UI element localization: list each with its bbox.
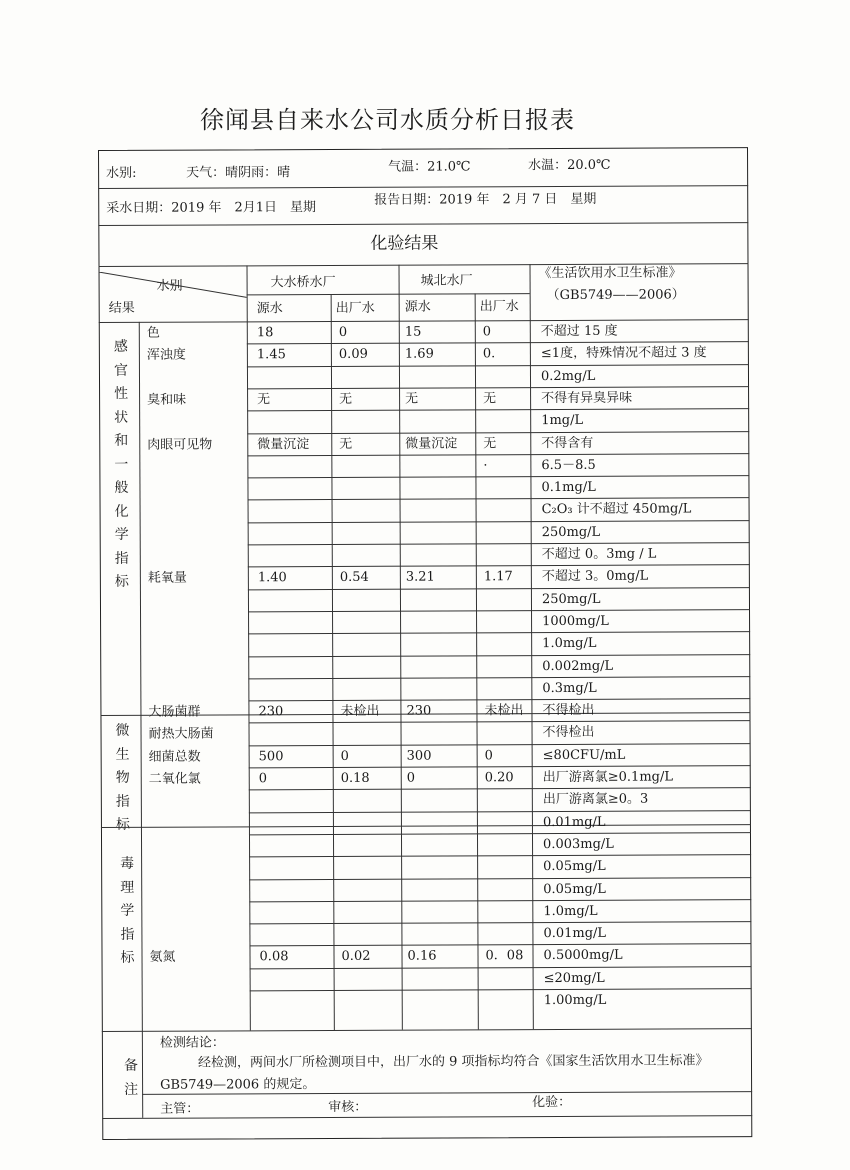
row-standard: 0.003mg/L: [543, 836, 614, 852]
row-standard: 250mg/L: [541, 591, 601, 607]
row-value: 无: [483, 391, 497, 407]
row-standard: ≤20mg/L: [543, 970, 605, 986]
row-value: 0.08: [259, 949, 289, 965]
row-standard: 不得含有: [541, 435, 594, 451]
plant2-raw-header: 源水: [404, 299, 431, 315]
row-standard: 1mg/L: [541, 413, 584, 429]
row-standard: 不超过 0。3mg / L: [541, 546, 657, 563]
supervisor-label: 主管：: [160, 1101, 200, 1117]
row-value: 无: [483, 435, 497, 451]
category-toxicology: 毒理学指标: [120, 855, 135, 966]
weather-field: 天气：晴阴雨：晴: [186, 165, 291, 181]
conclusion-text-2: GB5749—2006 的规定。: [160, 1077, 316, 1093]
row-value: 0.18: [340, 770, 370, 786]
air-temp-field: 气温：21.0℃: [388, 159, 471, 175]
water-temp-field: 水温：20.0℃: [528, 157, 611, 174]
row-value: 1.45: [256, 347, 286, 363]
tester-label: 化验：: [532, 1094, 572, 1111]
row-value: 18: [256, 325, 274, 341]
water-type-label: 水别:: [106, 165, 137, 181]
row-value: 未检出: [340, 703, 380, 720]
row-value: ·: [483, 458, 488, 474]
row-value: 230: [258, 704, 284, 720]
row-standard: 不得检出: [542, 702, 595, 719]
row-value: 0.09: [338, 347, 368, 363]
row-standard: 0.01mg/L: [543, 925, 607, 942]
row-value: 500: [258, 748, 284, 764]
report-date-field: 报告日期：2019 年 2 月 7 日 星期: [374, 191, 597, 208]
report-title: 徐闻县自来水公司水质分析日报表: [200, 106, 575, 134]
row-value: 230: [406, 703, 432, 719]
row-standard: 不超过 3。0mg/L: [541, 568, 649, 585]
corner-water-type: 水别: [156, 278, 183, 294]
row-item-name: 细菌总数: [148, 749, 201, 765]
conclusion-text: 经检测，两间水厂所检测项目中，出厂水的 9 项指标均符合《国家生活饮用水卫生标准》: [197, 1053, 709, 1071]
row-standard: 不得有异臭异味: [541, 390, 633, 406]
row-value: 0: [340, 748, 349, 764]
section-title: 化验结果: [370, 233, 439, 254]
corner-result: 结果: [108, 300, 135, 316]
row-standard: 1.0mg/L: [543, 903, 598, 919]
plant2-out-header: 出厂水: [479, 299, 519, 315]
row-value: 0: [258, 771, 268, 787]
row-standard: 出厂游离氯≥0。3: [542, 791, 649, 808]
row-item-name: 臭和味: [147, 392, 187, 408]
row-value: 0: [484, 747, 493, 764]
plant1-raw-header: 源水: [256, 301, 283, 317]
row-value: 0．08: [485, 948, 524, 964]
row-standard: 6.5－8.5: [541, 457, 596, 473]
row-item-name: 耗氧量: [147, 570, 187, 587]
row-value: 0.54: [339, 570, 369, 586]
reviewer-label: 审核：: [328, 1099, 368, 1116]
row-value: 无: [339, 436, 353, 452]
row-item-name: 浑浊度: [146, 347, 186, 364]
row-standard: 1.0mg/L: [542, 636, 597, 652]
row-value: 微量沉淀: [405, 435, 458, 452]
row-standard: C₂O₃ 计不超过 450mg/L: [541, 501, 692, 518]
sample-date-field: 采水日期：2019 年 2月1日 星期: [106, 200, 317, 216]
row-standard: 250mg/L: [541, 524, 601, 540]
conclusion-label: 检测结论：: [159, 1035, 225, 1051]
row-item-name: 耐热大肠菌: [148, 726, 214, 743]
category-sensory: 感官性状和一般化学指标: [113, 338, 129, 590]
row-value: 无: [257, 392, 271, 408]
row-item-name: 二氧化氯: [148, 771, 201, 787]
row-value: 0.02: [341, 949, 371, 965]
row-value: 0.16: [407, 948, 437, 965]
row-value: 15: [404, 324, 422, 340]
row-value: 3.21: [405, 569, 435, 585]
standard-header: 《生活饮用水卫生标准》: [538, 265, 682, 282]
row-standard: 不超过 15 度: [540, 323, 618, 340]
row-standard: 出厂游离氯≥0.1mg/L: [542, 769, 674, 786]
row-standard: 0.01mg/L: [542, 814, 606, 830]
row-value: 0: [406, 770, 416, 786]
category-microbial: 微生物指标: [115, 722, 130, 833]
row-standard: 0.05mg/L: [543, 858, 606, 875]
row-value: 0: [482, 324, 492, 340]
plant1-header: 大水桥水厂: [270, 274, 336, 291]
row-item-name: 肉眼可见物: [147, 437, 213, 453]
row-value: 未检出: [484, 703, 524, 719]
row-value: 1.40: [257, 570, 287, 586]
plant2-header: 城北水厂: [420, 273, 473, 289]
plant1-out-header: 出厂水: [335, 300, 375, 316]
row-standard: 0.2mg/L: [540, 368, 596, 384]
row-standard: 1.00mg/L: [543, 992, 607, 1009]
row-value: 0: [338, 324, 348, 340]
row-standard: ≤80CFU/mL: [542, 747, 626, 763]
row-value: 无: [339, 391, 353, 407]
row-standard: 1000mg/L: [542, 613, 609, 629]
row-value: 300: [406, 748, 432, 764]
row-standard: ≤1度，特殊情况不超过 3 度: [540, 345, 707, 362]
row-standard: 0.05mg/L: [543, 881, 606, 897]
category-remarks: 备注: [123, 1057, 139, 1098]
row-standard: 0.5000mg/L: [543, 948, 623, 964]
row-standard: 0.3mg/L: [542, 680, 597, 696]
standard-code: （GB5749——2006）: [546, 287, 685, 304]
row-standard: 0.002mg/L: [542, 658, 614, 674]
row-item-name: 大肠菌群: [148, 704, 201, 720]
row-item-name: 色: [146, 325, 160, 341]
row-value: 微量沉淀: [257, 436, 310, 452]
row-value: 0.: [482, 346, 496, 362]
row-value: 无: [405, 391, 419, 407]
row-standard: 0.1mg/L: [541, 479, 596, 496]
report-table: [98, 147, 752, 1140]
row-item-name: 氨氮: [149, 950, 176, 966]
row-value: 1.17: [483, 569, 513, 585]
row-value: 1.69: [404, 346, 434, 362]
row-value: 0.20: [484, 770, 514, 786]
row-standard: 不得检出: [542, 725, 595, 741]
